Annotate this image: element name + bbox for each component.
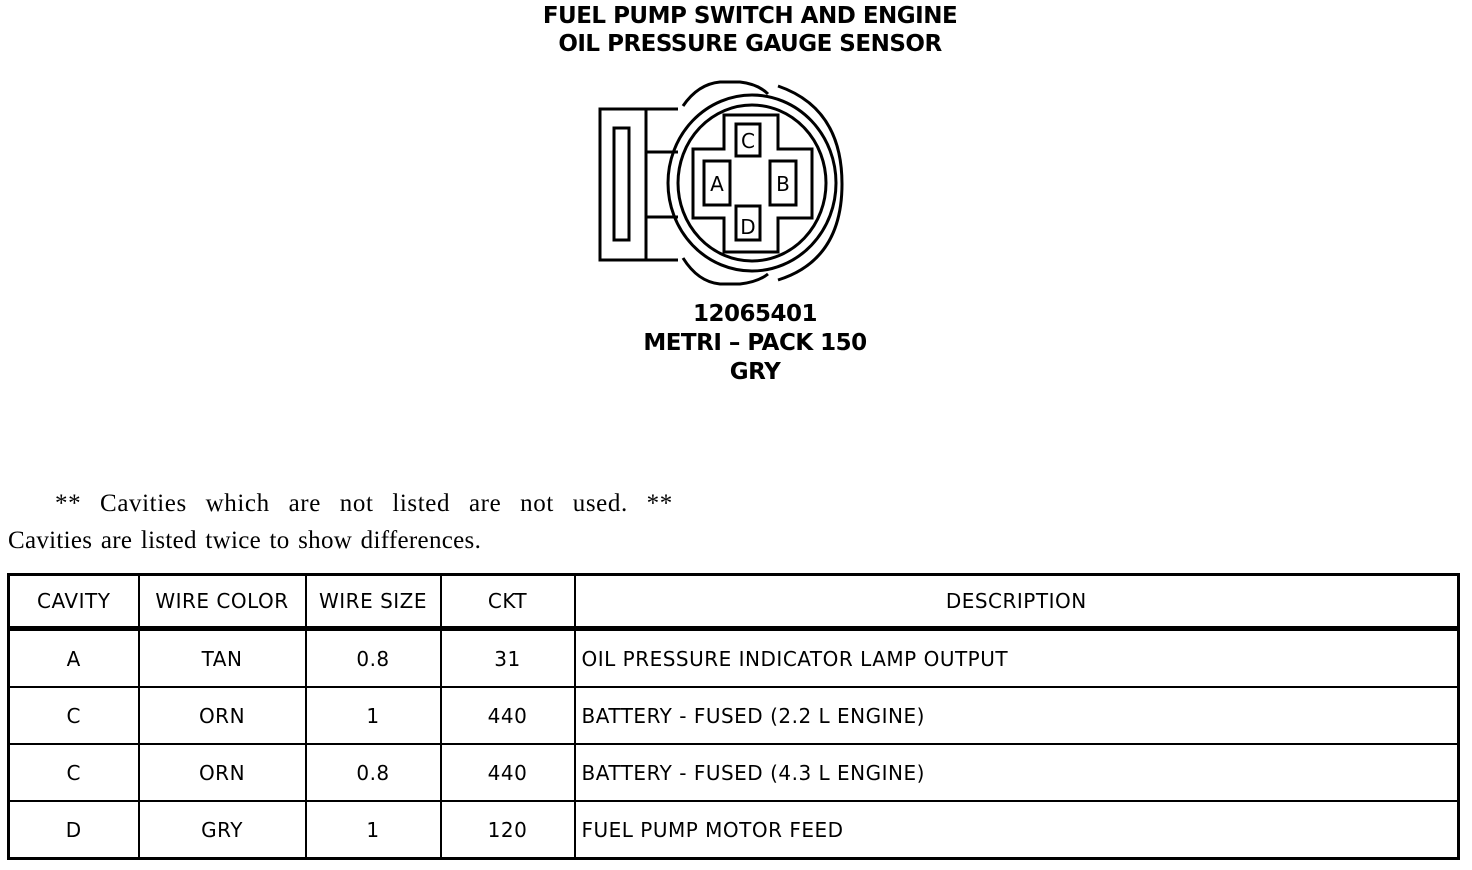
table-row bbox=[9, 687, 1459, 744]
table-row bbox=[9, 801, 1459, 859]
cell-ckt: 440 bbox=[441, 687, 575, 744]
latch-slot bbox=[614, 128, 629, 240]
column-header-description: DESCRIPTION bbox=[575, 575, 1459, 629]
cell-wire-color: ORN bbox=[139, 744, 306, 801]
table-header-row bbox=[9, 575, 1459, 629]
cell-wire-size: 1 bbox=[306, 801, 441, 859]
connector-series: METRI – PACK 150 bbox=[643, 330, 867, 356]
cell-wire-size: 0.8 bbox=[306, 744, 441, 801]
cell-ckt: 440 bbox=[441, 744, 575, 801]
cavity-label-a: A bbox=[710, 172, 724, 196]
column-header-wire-color: WIRE COLOR bbox=[139, 575, 306, 629]
cell-wire-color: ORN bbox=[139, 687, 306, 744]
cell-cavity: A bbox=[9, 629, 139, 688]
cavity-label-b: B bbox=[776, 172, 790, 196]
cell-cavity: C bbox=[9, 744, 139, 801]
table-row bbox=[9, 629, 1459, 688]
part-number: 12065401 bbox=[692, 301, 818, 327]
title-line-2: OIL PRESSURE GAUGE SENSOR bbox=[558, 31, 942, 57]
column-header-ckt: CKT bbox=[441, 575, 575, 629]
connector-diagram bbox=[590, 72, 852, 294]
cavity-label-c: C bbox=[741, 129, 755, 153]
title-line-1: FUEL PUMP SWITCH AND ENGINE bbox=[542, 3, 958, 29]
note-listed-twice: Cavities are listed twice to show differences. bbox=[8, 527, 482, 554]
cell-description: FUEL PUMP MOTOR FEED bbox=[575, 801, 1459, 859]
cell-ckt: 31 bbox=[441, 629, 575, 688]
column-header-cavity: CAVITY bbox=[9, 575, 139, 629]
cell-cavity: C bbox=[9, 687, 139, 744]
table-row bbox=[9, 744, 1459, 801]
note-unused-cavities: ** Cavities which are not listed are not used. ** bbox=[55, 490, 673, 517]
cavity-label-d: D bbox=[740, 215, 756, 239]
cell-description: BATTERY - FUSED (2.2 L ENGINE) bbox=[575, 687, 1459, 744]
cavity-table bbox=[7, 573, 1460, 860]
connector-latch bbox=[600, 109, 678, 260]
cell-wire-size: 0.8 bbox=[306, 629, 441, 688]
connector-color: GRY bbox=[729, 359, 781, 385]
cell-ckt: 120 bbox=[441, 801, 575, 859]
connector-info bbox=[580, 300, 930, 387]
cell-description: BATTERY - FUSED (4.3 L ENGINE) bbox=[575, 744, 1459, 801]
cell-description: OIL PRESSURE INDICATOR LAMP OUTPUT bbox=[575, 629, 1459, 688]
column-header-wire-size: WIRE SIZE bbox=[306, 575, 441, 629]
cell-wire-color: TAN bbox=[139, 629, 306, 688]
cell-wire-size: 1 bbox=[306, 687, 441, 744]
cell-cavity: D bbox=[9, 801, 139, 859]
page-title bbox=[0, 2, 1472, 58]
cell-wire-color: GRY bbox=[139, 801, 306, 859]
